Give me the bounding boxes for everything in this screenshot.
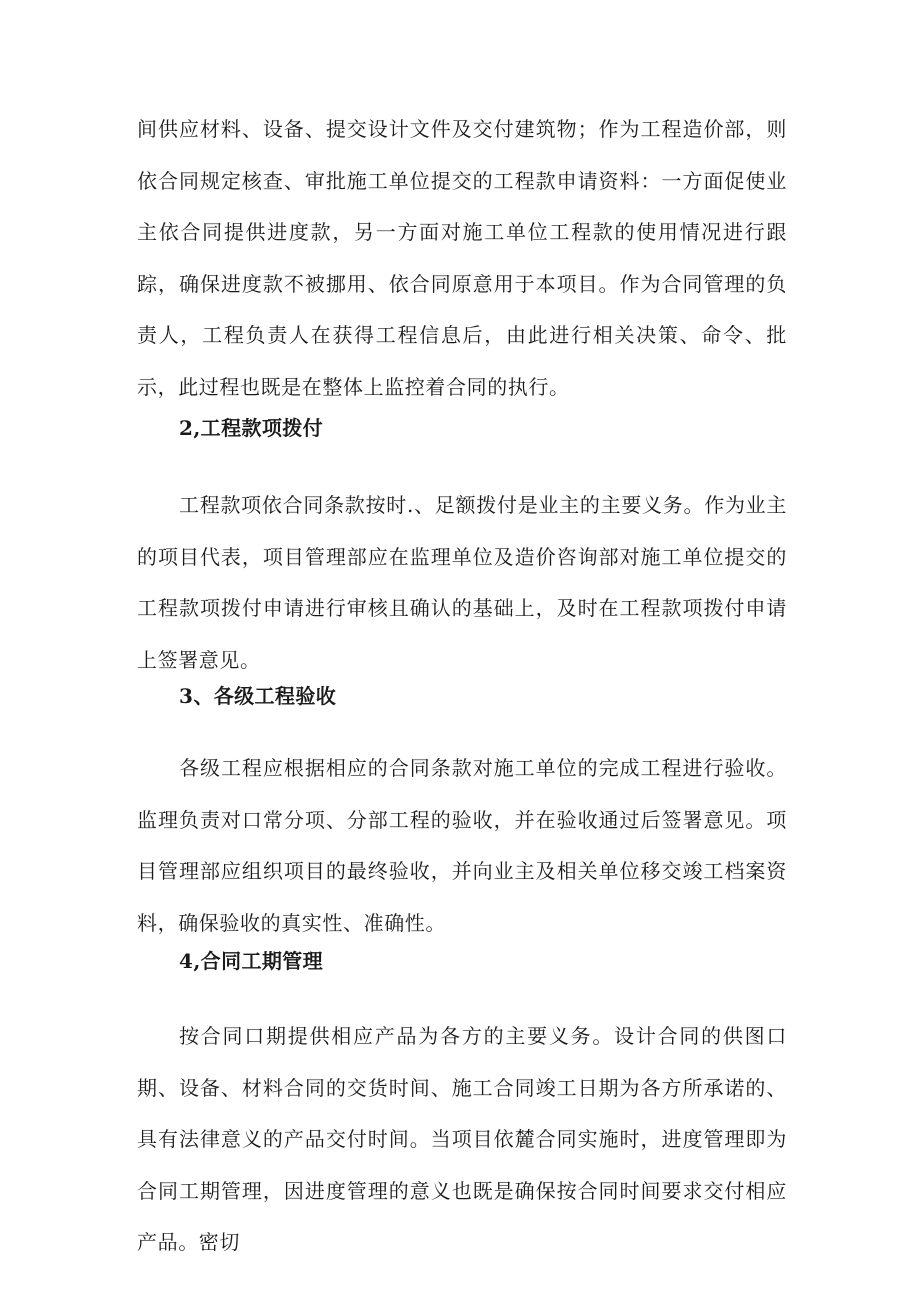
body-paragraph-payment: 工程款项依合同条款按时.、足额拨付是业主的主要义务。作为业主的项目代表，项目管理部应在监理单位及造价咨询部对施工单位提交的工程款项拨付申请进行审核且确认的基础上，及时在工程款项拨付申请上签署意见。 — [137, 493, 787, 672]
section-heading-payment: 2,工程款项拨付 — [179, 416, 324, 440]
section-heading-schedule: 4,合同工期管理 — [179, 949, 324, 973]
body-paragraph-contract-roles: 间供应材料、设备、提交设计文件及交付建筑物；作为工程造价部，则依合同规定核查、审批施工单位提交的工程款申请资料：一方面促使业主依合同提供进度款，另一方面对施工单位工程款的使用情况进行跟踪，确保进度款不被挪用、依合同原意用于本项目。作为合同管理的负责人，工程负责人在获得工程信息后，由此进行相关决策、命令、批示，此过程也既是在整体上监控着合同的执行。 — [137, 117, 787, 399]
body-paragraph-schedule: 按合同口期提供相应产品为各方的主要义务。设计合同的供图口期、设备、材料合同的交货时间、施工合同竣工日期为各方所承诺的、具有法律意义的产品交付时间。当项目依麓合同实施时，进度管理即为合同工期管理，因进度管理的意义也既是确保按合同时间要求交付相应产品。密切 — [137, 1024, 787, 1254]
body-paragraph-acceptance: 各级工程应根据相应的合同条款对施工单位的完成工程进行验收。监理负责对口常分项、分部工程的验收，并在验收通过后签署意见。项目管理部应组织项目的最终验收，并向业主及相关单位移交竣工档案资料，确保验收的真实性、准确性。 — [137, 756, 787, 935]
section-heading-acceptance: 3、各级工程验收 — [179, 684, 337, 708]
